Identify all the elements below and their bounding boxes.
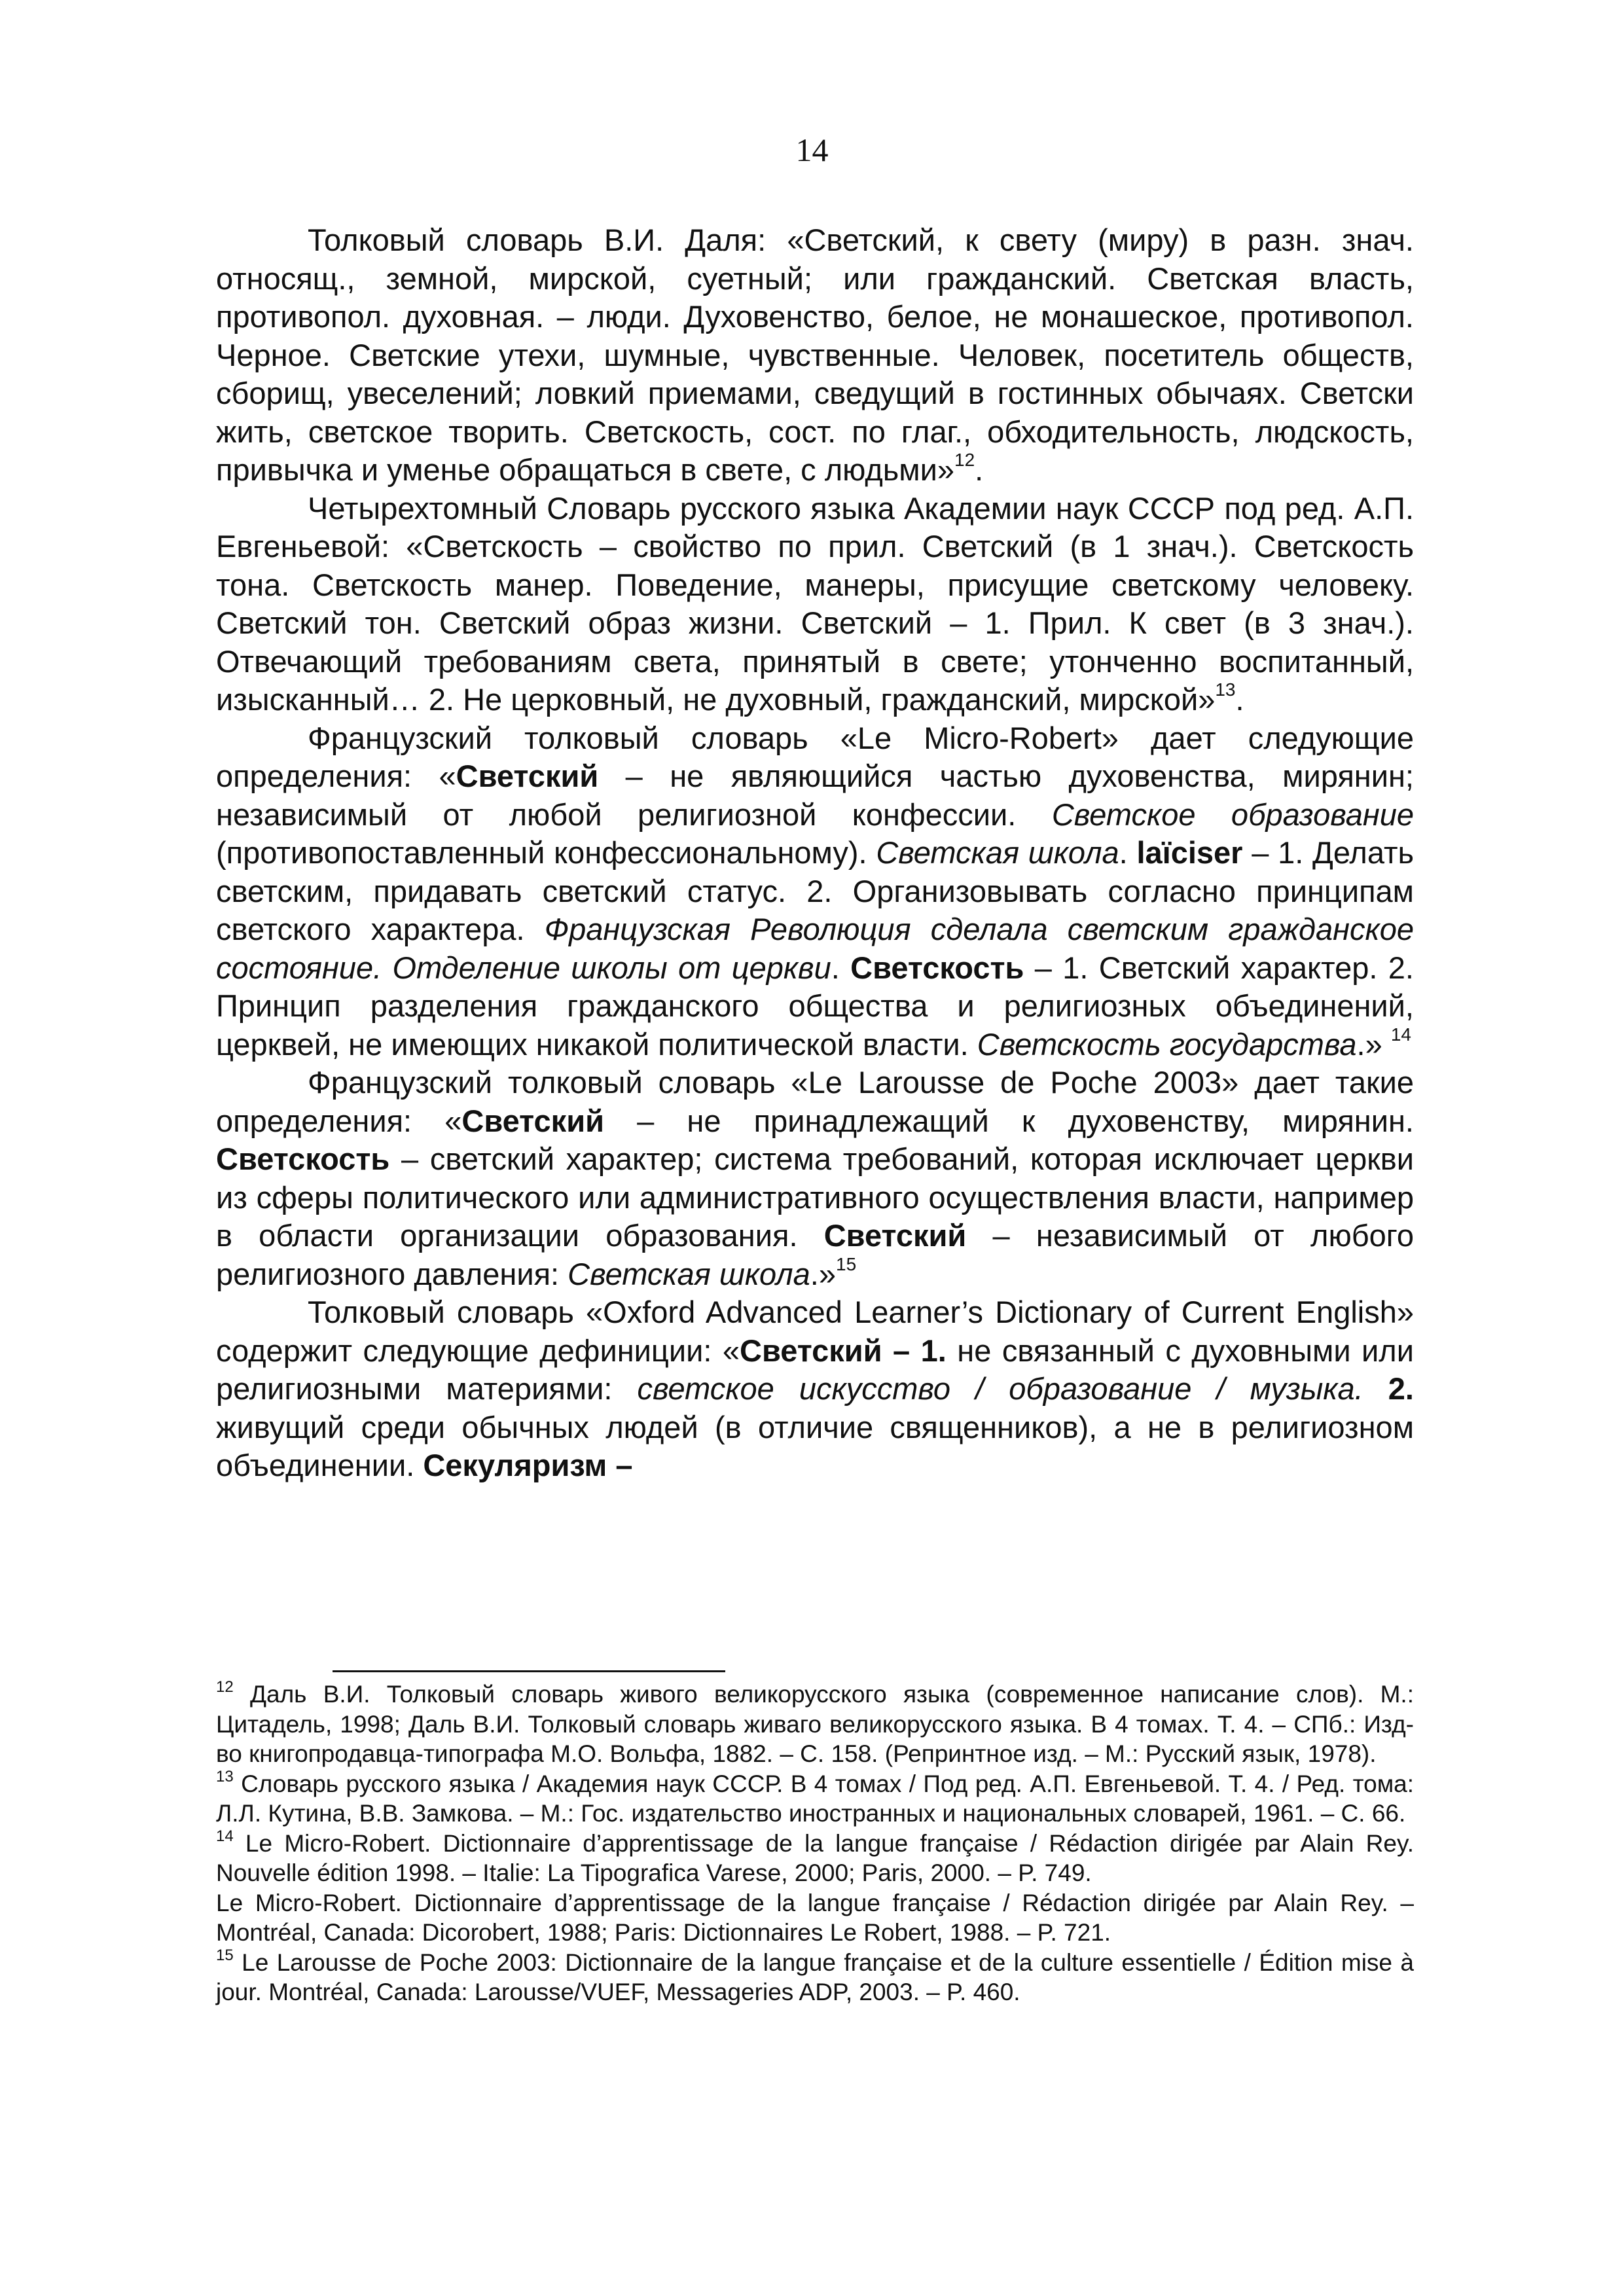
footnote-ref[interactable]: 13 xyxy=(1215,679,1236,700)
paragraph-larousse: Французский толковый словарь «Le Larousse de Poche 2003» дает такие определения: «Светский – не принадлежащий к духовенству, мирянин. Светскость – светский характер; система требований, которая исключает церкви из сферы политического или административного осуществления власти, например в области организации образования. Светский – независимый от любого религиозного давления: Светская школа.»$^{15}$ xyxy=(216,1065,1414,1291)
paragraph-oxford: Толковый словарь «Oxford Advanced Learner’s Dictionary of Current English» содержит следующие дефиниции: «Светский – 1. не связанный с духовными или религиозными материями: светское искусство / образование / музыка. 2. живущий среди обычных людей (в отличие священников), а не в религиозном объединении. Секуляризм – xyxy=(216,1295,1414,1482)
footnote-ref[interactable]: 15 xyxy=(836,1253,857,1274)
footnote: $^{15}$ Le Larousse de Poche 2003: Dictionnaire de la langue française et de la culture essentielle / Édition mise à jour. Montréal, Canada: Larousse/VUEF, Messageries ADP, 2003. – P. 460. xyxy=(216,1946,1414,2005)
footnote-ref[interactable]: 14 xyxy=(1390,1024,1411,1045)
paragraph-micro-robert: Французский толковый словарь «Le Micro-Robert» дает следующие определения: «Светский – не являющийся частью духовенства, мирянин; независимый от любой религиозной конфессии. Светское образование (противопоставленный конфессиональному). Светская школа. laïciser – 1. Делать светским, придавать светский статус. 2. Организовывать согласно принципам светского характера. Французская Революция сделала светским гражданское состояние. Отделение школы от церкви. Светскость – 1. Светский характер. 2. Принцип разделения гражданского общества и религиозных объединений, церквей, не имеющих никакой политической власти. Светскость государства.» $^{14}$ xyxy=(216,720,1414,1062)
footnote-ref[interactable]: 12 xyxy=(954,450,975,470)
footnote-number: 14 xyxy=(216,1827,234,1845)
footnote: $^{14}$ Le Micro-Robert. Dictionnaire d’apprentissage de la langue française / Rédaction dirigée par Alain Rey. Nouvelle édition 1998. – Italie: La Tipografica Varese, 2000; Paris, 2000. – P. 749. xyxy=(216,1827,1414,1886)
footnote-continuation: Le Micro-Robert. Dictionnaire d’apprentissage de la langue française / Rédaction dirigée par Alain Rey. – Montréal, Canada: Dicorobert, 1988; Paris: Dictionnaires Le Robert, 1988. – P. 721. xyxy=(216,1889,1414,1946)
paragraph-ussr-dictionary: Четырехтомный Словарь русского языка Академии наук СССР под ред. А.П. Евгеньевой: «Светскость – свойство по прил. Светский (в 1 знач.). Светскость тона. Светскость манер. Поведение, манеры, присущие светскому человеку. Светский тон. Светский образ жизни. Светский – 1. Прил. К свет (в 3 знач.). Отвечающий требованиям света, принятый в свете; утонченно воспитанный, изысканный… 2. Не церковный, не духовный, гражданский, мирской»$^{13}$. xyxy=(216,490,1414,717)
footnote-divider xyxy=(333,1670,725,1672)
footnotes xyxy=(216,1679,1414,2007)
paragraph-dal: Толковый словарь В.И. Даля: «Светский, к свету (миру) в разн. знач. относящ., земной, мирской, суетный; или гражданский. Светская власть, противопол. духовная. – люди. Духовенство, белое, не монашеское, противопол. Черное. Светские утехи, шумные, чувственные. Человек, посетитель обществ, сборищ, увеселений; ловкий приемами, сведущий в гостинных обычаях. Светски жить, светское творить. Светскость, сост. по глаг., обходительность, людскость, привычка и уменье обращаться в свете, с людьми»$^{12}$. xyxy=(216,223,1414,487)
body-text xyxy=(216,221,1414,1485)
footnote: $^{13}$ Словарь русского языка / Академия наук СССР. В 4 томах / Под ред. А.П. Евгеньевой. Т. 4. / Ред. тома: Л.Л. Кутина, В.В. Замкова. – М.: Гос. издательство иностранных и национальных словарей, 1961. – С. 66. xyxy=(216,1767,1414,1827)
footnote-number: 15 xyxy=(216,1946,234,1964)
footnote: $^{12}$ Даль В.И. Толковый словарь живого великорусского языка (современное написание слов). М.: Цитадель, 1998; Даль В.И. Толковый словарь живаго великорусского языка. В 4 томах. Т. 4. – СПб.: Изд-во книгопродавца-типографа М.О. Вольфа, 1882. – С. 158. (Репринтное изд. – М.: Русский язык, 1978). xyxy=(216,1678,1414,1767)
footnote-number: 13 xyxy=(216,1767,234,1785)
page-number: 14 xyxy=(795,132,829,168)
footnote-number: 12 xyxy=(216,1678,234,1696)
